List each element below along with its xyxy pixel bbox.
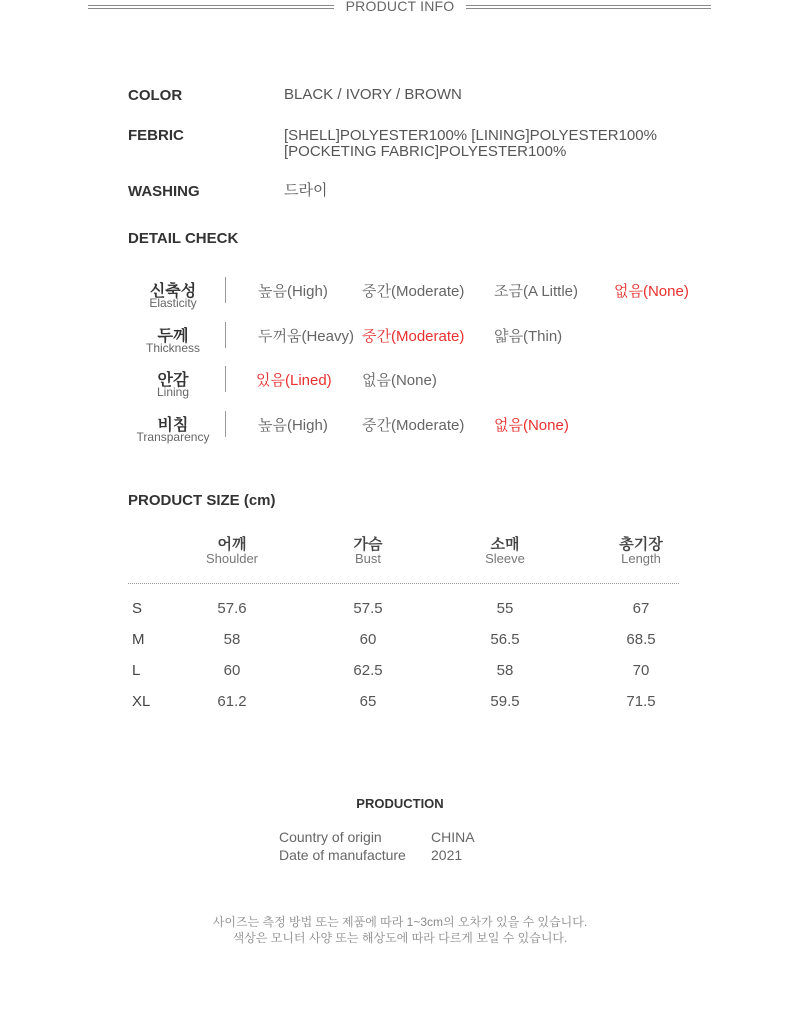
manufacture-date-value: 2021 [431, 847, 463, 863]
header-rule-right [466, 5, 711, 6]
size-table-cell: 62.5 [353, 662, 383, 679]
size-table-cell: 70 [632, 662, 650, 679]
detail-row-divider [225, 411, 226, 437]
size-column-header: 소매 [490, 536, 520, 553]
detail-option-selected: 중간(Moderate) [362, 328, 465, 345]
detail-row-divider [225, 366, 226, 392]
size-column-header: 가슴 [353, 536, 383, 553]
detail-row-label: 안감 [157, 372, 189, 389]
size-column-header: 어깨 [217, 536, 247, 553]
detail-option-selected: 없음(None) [614, 283, 689, 300]
size-table-cell: 60 [223, 662, 241, 679]
size-table-cell: 55 [496, 600, 514, 617]
size-row-label: M [132, 631, 145, 648]
origin-label: Country of origin [279, 829, 382, 845]
size-column-subheader: Sleeve [485, 551, 525, 566]
product-size-title: PRODUCT SIZE (cm) [128, 492, 276, 509]
detail-option: 높음(High) [258, 417, 328, 434]
detail-row-label: 비침 [157, 417, 189, 434]
size-table-cell: 65 [359, 693, 377, 710]
detail-option: 중간(Moderate) [362, 283, 465, 300]
detail-row-divider [225, 277, 226, 303]
detail-option-selected: 없음(None) [494, 417, 569, 434]
size-column-header: 총기장 [619, 536, 663, 553]
detail-option: 높음(High) [258, 283, 328, 300]
size-table-cell: 58 [496, 662, 514, 679]
size-table-cell: 60 [359, 631, 377, 648]
detail-row-label: 두께 [157, 328, 189, 345]
fabric-value-line2: [POCKETING FABRIC]POLYESTER100% [284, 143, 567, 160]
size-row-label: XL [132, 693, 151, 710]
section-title-product-info: PRODUCT INFO [345, 0, 455, 14]
fabric-label: FEBRIC [128, 127, 184, 144]
size-column-subheader: Bust [354, 551, 381, 566]
size-table-cell: 61.2 [217, 693, 247, 710]
detail-option-selected: 있음(Lined) [256, 372, 332, 389]
color-label: COLOR [128, 87, 183, 104]
detail-option: 없음(None) [362, 372, 437, 389]
manufacture-date-label: Date of manufacture [279, 847, 406, 863]
size-column-subheader: Length [621, 551, 661, 566]
washing-label: WASHING [128, 183, 200, 200]
size-table-cell: 57.6 [217, 600, 247, 617]
detail-row-sublabel: Lining [156, 385, 190, 399]
origin-value: CHINA [431, 829, 475, 845]
fabric-value-line1: [SHELL]POLYESTER100% [LINING]POLYESTER100% [284, 127, 657, 144]
size-row-label: S [132, 600, 143, 617]
size-table-cell: 68.5 [626, 631, 656, 648]
detail-row-divider [225, 322, 226, 348]
detail-option: 중간(Moderate) [362, 417, 465, 434]
detail-row-label: 신축성 [149, 283, 197, 300]
detail-option: 얇음(Thin) [494, 328, 563, 345]
size-table-cell: 56.5 [490, 631, 520, 648]
washing-value: 드라이 [284, 182, 328, 199]
size-note: 사이즈는 측정 방법 또는 제품에 따라 1~3cm의 오차가 있을 수 있습니다. [212, 915, 588, 929]
size-table-cell: 58 [223, 631, 241, 648]
size-table-cell: 57.5 [353, 600, 383, 617]
color-value: BLACK / IVORY / BROWN [284, 86, 462, 103]
size-table-cell: 71.5 [626, 693, 656, 710]
size-table-cell: 59.5 [490, 693, 520, 710]
detail-check-title: DETAIL CHECK [128, 230, 239, 247]
detail-option: 조금(A Little) [494, 283, 578, 300]
size-table-cell: 67 [632, 600, 650, 617]
size-column-subheader: Shoulder [205, 551, 259, 566]
color-note: 색상은 모니터 사양 또는 해상도에 따라 다르게 보일 수 있습니다. [232, 931, 568, 945]
production-title: PRODUCTION [356, 796, 444, 811]
detail-option: 두꺼움(Heavy) [258, 328, 354, 345]
detail-row-sublabel: Elasticity [149, 296, 197, 310]
size-table-divider [128, 583, 679, 584]
size-row-label: L [132, 662, 141, 679]
detail-row-sublabel: Transparency [136, 430, 210, 444]
detail-row-sublabel: Thickness [145, 341, 201, 355]
